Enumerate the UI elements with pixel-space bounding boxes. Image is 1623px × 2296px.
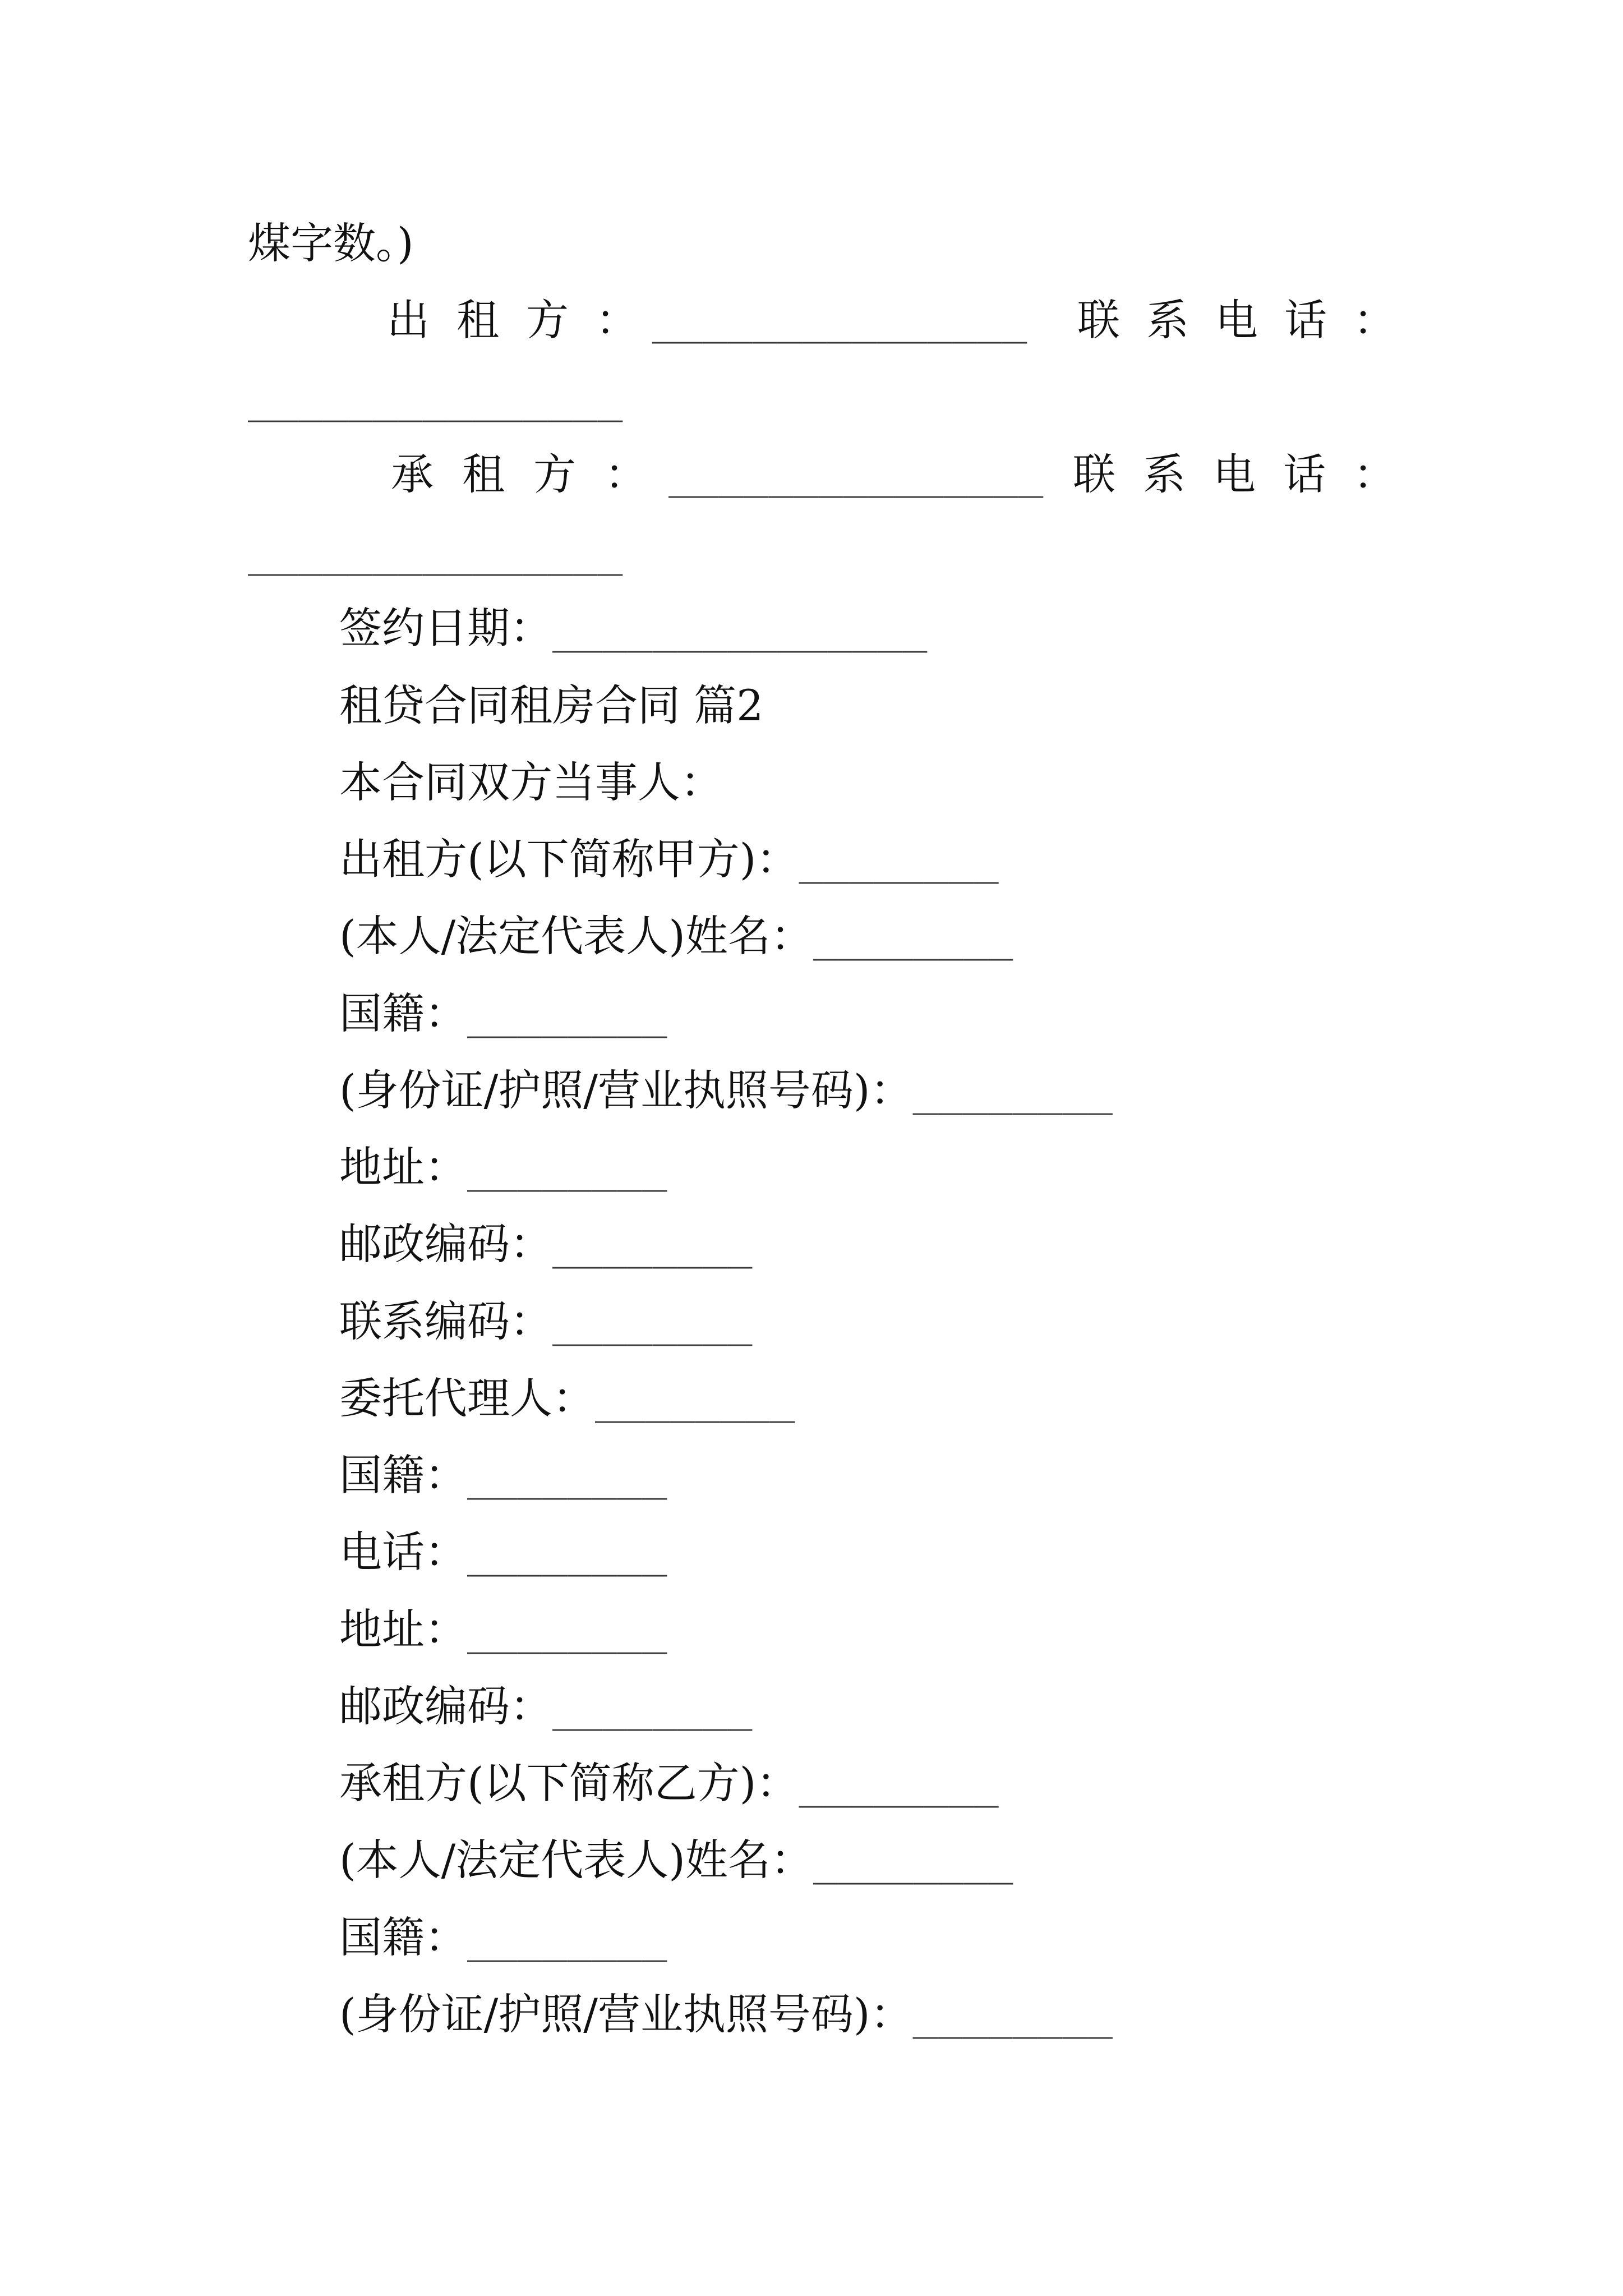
parties-intro <box>248 744 1372 821</box>
field-line <box>248 898 1372 974</box>
sign-date-label: 签约日期： <box>339 603 552 654</box>
field-blank: ________ <box>552 1297 753 1346</box>
lessee-phone-label: 联系电话： <box>1073 449 1423 499</box>
field-label: 地址： <box>339 1604 467 1654</box>
field-blank: ________ <box>799 836 999 884</box>
field-line <box>248 1899 1372 1976</box>
lessee-signature-row <box>248 436 1423 513</box>
field-blank: ________ <box>467 1144 667 1192</box>
field-label: (身份证/护照/营业执照号码)： <box>339 1065 913 1115</box>
field-label: 联系编码： <box>339 1296 552 1346</box>
field-line <box>248 1745 1372 1821</box>
continuation-text: 煤字数。) <box>248 218 414 268</box>
lessee-label: 承租方： <box>391 449 676 499</box>
field-line <box>248 1821 1372 1898</box>
lessor-phone-blank-line <box>248 359 1372 436</box>
field-line <box>248 821 1372 898</box>
continuation-line <box>248 205 1372 282</box>
field-blank: ________ <box>552 1221 753 1269</box>
field-line <box>248 1976 1372 2053</box>
field-label: 邮政编码： <box>339 1681 552 1731</box>
field-blank: ________ <box>912 1990 1113 2039</box>
field-label: 出租方(以下简称甲方)： <box>339 834 799 884</box>
field-label: 电话： <box>339 1527 467 1577</box>
field-label: 国籍： <box>339 1450 467 1500</box>
parties-intro-text: 本合同双方当事人： <box>339 757 723 807</box>
field-line <box>248 1052 1372 1129</box>
lessee-phone-blank: _______________ <box>248 528 623 576</box>
lessor-label: 出租方： <box>387 295 665 346</box>
field-blank: ________ <box>912 1066 1113 1115</box>
field-line <box>248 1437 1372 1513</box>
field-blank: ________ <box>467 1529 667 1577</box>
lessee-name-blank: _______________ <box>668 449 1044 498</box>
field-label: 委托代理人： <box>339 1373 595 1423</box>
field-label: (本人/法定代表人)姓名： <box>339 911 813 961</box>
sign-date-blank: _______________ <box>552 605 928 654</box>
lessor-phone-label: 联系电话： <box>1077 295 1422 346</box>
field-line <box>248 1668 1372 1745</box>
field-blank: ________ <box>552 1682 753 1731</box>
lessor-name-blank: _______________ <box>652 296 1027 344</box>
field-line <box>248 1205 1372 1282</box>
section-heading-text: 租贷合同租房合同 篇2 <box>339 680 764 730</box>
section-heading <box>248 667 1372 744</box>
field-line <box>248 1360 1372 1437</box>
lessee-phone-blank-line <box>248 513 1372 590</box>
field-blank: ________ <box>467 1452 667 1500</box>
field-label: 邮政编码： <box>339 1219 552 1269</box>
field-line <box>248 1283 1372 1360</box>
field-blank: ________ <box>813 1837 1013 1885</box>
field-line <box>248 1129 1372 1205</box>
field-label: 地址： <box>339 1142 467 1192</box>
field-label: 承租方(以下简称乙方)： <box>339 1758 799 1808</box>
document-body <box>248 205 1423 2053</box>
field-line <box>248 1591 1372 1668</box>
field-label: 国籍： <box>339 988 467 1038</box>
lessor-phone-blank: _______________ <box>248 374 623 422</box>
field-line <box>248 975 1372 1052</box>
field-label: (身份证/护照/营业执照号码)： <box>339 1989 913 2039</box>
field-blank: ________ <box>595 1374 795 1423</box>
field-blank: ________ <box>813 913 1013 961</box>
sign-date-line <box>248 590 1372 666</box>
field-blank: ________ <box>799 1760 999 1808</box>
field-line <box>248 1513 1372 1590</box>
field-label: (本人/法定代表人)姓名： <box>339 1835 813 1885</box>
field-label: 国籍： <box>339 1912 467 1962</box>
field-blank: ________ <box>467 1913 667 1962</box>
lessor-signature-row <box>248 282 1422 358</box>
field-blank: ________ <box>467 990 667 1038</box>
field-blank: ________ <box>467 1605 667 1654</box>
